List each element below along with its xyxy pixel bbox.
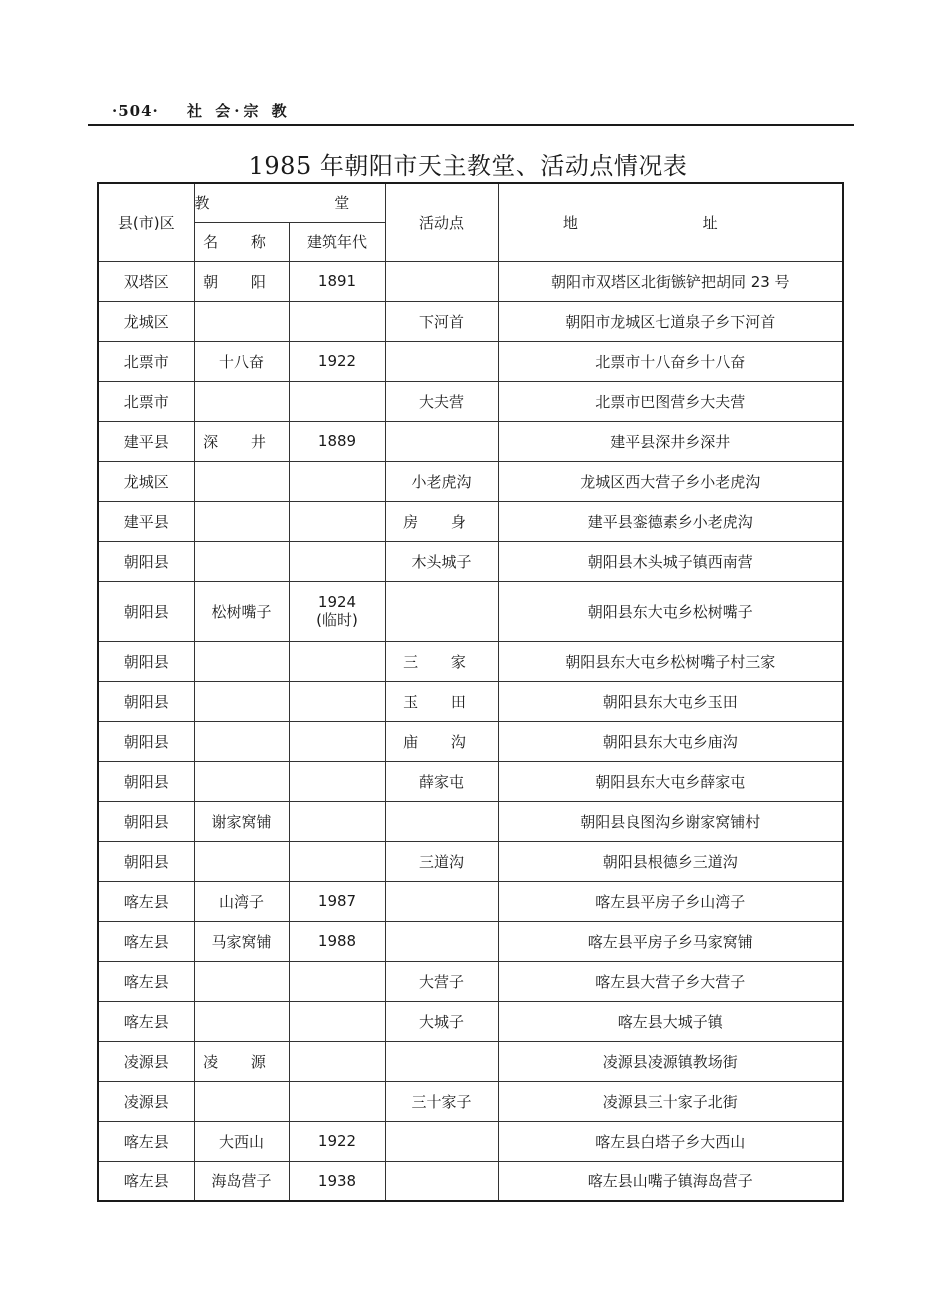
cell-church-name: 马家窝铺 xyxy=(194,921,289,961)
table-row xyxy=(98,1001,843,1041)
cell-activity-point: 大营子 xyxy=(385,961,498,1001)
cell-district: 朝阳县 xyxy=(98,681,194,721)
cell-church-name: 朝 阳 xyxy=(194,261,289,301)
cell-church-name xyxy=(194,961,289,1001)
table-row xyxy=(98,261,843,301)
cell-district: 朝阳县 xyxy=(98,581,194,641)
cell-built-year: 1891 xyxy=(289,261,385,301)
cell-activity-point xyxy=(385,261,498,301)
table-row xyxy=(98,841,843,881)
cell-district: 朝阳县 xyxy=(98,541,194,581)
cell-built-year xyxy=(289,381,385,421)
cell-built-year xyxy=(289,961,385,1001)
cell-address: 朝阳县东大屯乡庙沟 xyxy=(498,721,843,761)
cell-address: 朝阳市双塔区北街镞铲把胡同 23 号 xyxy=(498,261,843,301)
page-title: 1985 年朝阳市天主教堂、活动点情况表 xyxy=(248,152,688,180)
page-number: ·504· xyxy=(112,102,159,120)
cell-address: 朝阳县东大屯乡玉田 xyxy=(498,681,843,721)
table-row xyxy=(98,541,843,581)
cell-church-name xyxy=(194,541,289,581)
table-row xyxy=(98,921,843,961)
cell-address: 凌源县三十家子北街 xyxy=(498,1081,843,1121)
cell-built-year xyxy=(289,801,385,841)
table-row xyxy=(98,1161,843,1201)
cell-address: 朝阳县东大屯乡薛家屯 xyxy=(498,761,843,801)
cell-activity-point xyxy=(385,881,498,921)
cell-district: 北票市 xyxy=(98,341,194,381)
table-row xyxy=(98,681,843,721)
cell-built-year: 1987 xyxy=(289,881,385,921)
cell-activity-point xyxy=(385,581,498,641)
cell-address: 北票市十八奋乡十八奋 xyxy=(498,341,843,381)
header-rule xyxy=(88,124,854,126)
cell-built-year xyxy=(289,1001,385,1041)
header-built-year: 建筑年代 xyxy=(289,222,385,261)
table-row xyxy=(98,801,843,841)
table-row xyxy=(98,381,843,421)
header-address: 地 址 xyxy=(498,183,843,261)
table-row xyxy=(98,761,843,801)
cell-built-year: 1889 xyxy=(289,421,385,461)
cell-church-name: 大西山 xyxy=(194,1121,289,1161)
cell-district: 朝阳县 xyxy=(98,801,194,841)
cell-built-year: 1922 xyxy=(289,1121,385,1161)
cell-address: 建平县銮德素乡小老虎沟 xyxy=(498,501,843,541)
header-church-name: 名 称 xyxy=(194,222,289,261)
cell-activity-point xyxy=(385,1121,498,1161)
built-year-value: 1924 xyxy=(317,593,357,611)
cell-district: 北票市 xyxy=(98,381,194,421)
header-church: 教 堂 xyxy=(194,183,385,222)
cell-built-year xyxy=(289,581,385,641)
cell-activity-point xyxy=(385,1161,498,1201)
table-row xyxy=(98,1041,843,1081)
cell-church-name xyxy=(194,761,289,801)
cell-built-year xyxy=(289,641,385,681)
table-row xyxy=(98,721,843,761)
cell-district: 凌源县 xyxy=(98,1041,194,1081)
running-head xyxy=(112,100,291,121)
cell-church-name xyxy=(194,641,289,681)
cell-activity-point: 庙 沟 xyxy=(385,721,498,761)
table-row xyxy=(98,341,843,381)
cell-activity-point xyxy=(385,921,498,961)
cell-district: 朝阳县 xyxy=(98,841,194,881)
table-row xyxy=(98,961,843,1001)
cell-district: 龙城区 xyxy=(98,461,194,501)
cell-activity-point: 玉 田 xyxy=(385,681,498,721)
table-row xyxy=(98,881,843,921)
cell-address: 朝阳县木头城子镇西南营 xyxy=(498,541,843,581)
cell-church-name: 凌 源 xyxy=(194,1041,289,1081)
table-row xyxy=(98,1081,843,1121)
cell-address: 喀左县平房子乡马家窝铺 xyxy=(498,921,843,961)
cell-built-year xyxy=(289,301,385,341)
header-activity-point: 活动点 xyxy=(385,183,498,261)
cell-church-name: 谢家窝铺 xyxy=(194,801,289,841)
cell-district: 朝阳县 xyxy=(98,761,194,801)
cell-church-name xyxy=(194,721,289,761)
cell-district: 双塔区 xyxy=(98,261,194,301)
table-row xyxy=(98,1121,843,1161)
cell-activity-point: 木头城子 xyxy=(385,541,498,581)
cell-activity-point: 薛家屯 xyxy=(385,761,498,801)
cell-built-year: 1938 xyxy=(289,1161,385,1201)
cell-activity-point xyxy=(385,1041,498,1081)
section-title: 社 会·宗 教 xyxy=(187,102,291,120)
cell-address: 喀左县大城子镇 xyxy=(498,1001,843,1041)
cell-church-name: 深 井 xyxy=(194,421,289,461)
cell-activity-point: 三十家子 xyxy=(385,1081,498,1121)
cell-address: 朝阳市龙城区七道泉子乡下河首 xyxy=(498,301,843,341)
cell-built-year xyxy=(289,501,385,541)
cell-address: 喀左县平房子乡山湾子 xyxy=(498,881,843,921)
cell-address: 朝阳县根德乡三道沟 xyxy=(498,841,843,881)
cell-activity-point: 小老虎沟 xyxy=(385,461,498,501)
cell-address: 朝阳县良图沟乡谢家窝铺村 xyxy=(498,801,843,841)
header-district: 县(市)区 xyxy=(98,183,194,261)
cell-built-year: 1988 xyxy=(289,921,385,961)
built-year-note: (临时) xyxy=(316,611,358,629)
cell-district: 朝阳县 xyxy=(98,641,194,681)
cell-address: 喀左县白塔子乡大西山 xyxy=(498,1121,843,1161)
cell-district: 喀左县 xyxy=(98,921,194,961)
table-row xyxy=(98,461,843,501)
cell-built-year xyxy=(289,761,385,801)
cell-activity-point xyxy=(385,801,498,841)
cell-built-year xyxy=(289,721,385,761)
cell-church-name xyxy=(194,301,289,341)
cell-church-name: 十八奋 xyxy=(194,341,289,381)
cell-address: 喀左县山嘴子镇海岛营子 xyxy=(498,1161,843,1201)
cell-activity-point xyxy=(385,341,498,381)
cell-address: 建平县深井乡深井 xyxy=(498,421,843,461)
cell-church-name xyxy=(194,841,289,881)
table-row xyxy=(98,421,843,461)
cell-church-name: 松树嘴子 xyxy=(194,581,289,641)
table-row xyxy=(98,641,843,681)
cell-address: 朝阳县东大屯乡松树嘴子 xyxy=(498,581,843,641)
cell-address: 龙城区西大营子乡小老虎沟 xyxy=(498,461,843,501)
cell-district: 喀左县 xyxy=(98,1121,194,1161)
cell-built-year xyxy=(289,681,385,721)
table-row xyxy=(98,501,843,541)
cell-district: 龙城区 xyxy=(98,301,194,341)
cell-activity-point: 下河首 xyxy=(385,301,498,341)
cell-address: 朝阳县东大屯乡松树嘴子村三家 xyxy=(498,641,843,681)
cell-church-name: 海岛营子 xyxy=(194,1161,289,1201)
cell-activity-point: 三道沟 xyxy=(385,841,498,881)
cell-built-year xyxy=(289,841,385,881)
cell-activity-point xyxy=(385,421,498,461)
cell-church-name xyxy=(194,681,289,721)
cell-built-year xyxy=(289,1081,385,1121)
cell-activity-point: 大夫营 xyxy=(385,381,498,421)
cell-district: 喀左县 xyxy=(98,881,194,921)
cell-church-name: 山湾子 xyxy=(194,881,289,921)
table-row xyxy=(98,301,843,341)
church-table xyxy=(97,182,844,1202)
cell-address: 喀左县大营子乡大营子 xyxy=(498,961,843,1001)
cell-built-year xyxy=(289,461,385,501)
cell-district: 凌源县 xyxy=(98,1081,194,1121)
cell-address: 北票市巴图营乡大夫营 xyxy=(498,381,843,421)
table-row xyxy=(98,581,843,641)
cell-district: 喀左县 xyxy=(98,1161,194,1201)
cell-church-name xyxy=(194,1081,289,1121)
cell-built-year: 1922 xyxy=(289,341,385,381)
cell-address: 凌源县凌源镇教场街 xyxy=(498,1041,843,1081)
cell-built-year xyxy=(289,541,385,581)
cell-district: 喀左县 xyxy=(98,1001,194,1041)
cell-activity-point: 大城子 xyxy=(385,1001,498,1041)
cell-church-name xyxy=(194,501,289,541)
cell-activity-point: 三 家 xyxy=(385,641,498,681)
cell-district: 喀左县 xyxy=(98,961,194,1001)
cell-built-year xyxy=(289,1041,385,1081)
cell-church-name xyxy=(194,381,289,421)
cell-activity-point: 房 身 xyxy=(385,501,498,541)
cell-district: 建平县 xyxy=(98,501,194,541)
cell-district: 朝阳县 xyxy=(98,721,194,761)
cell-church-name xyxy=(194,1001,289,1041)
cell-church-name xyxy=(194,461,289,501)
cell-district: 建平县 xyxy=(98,421,194,461)
